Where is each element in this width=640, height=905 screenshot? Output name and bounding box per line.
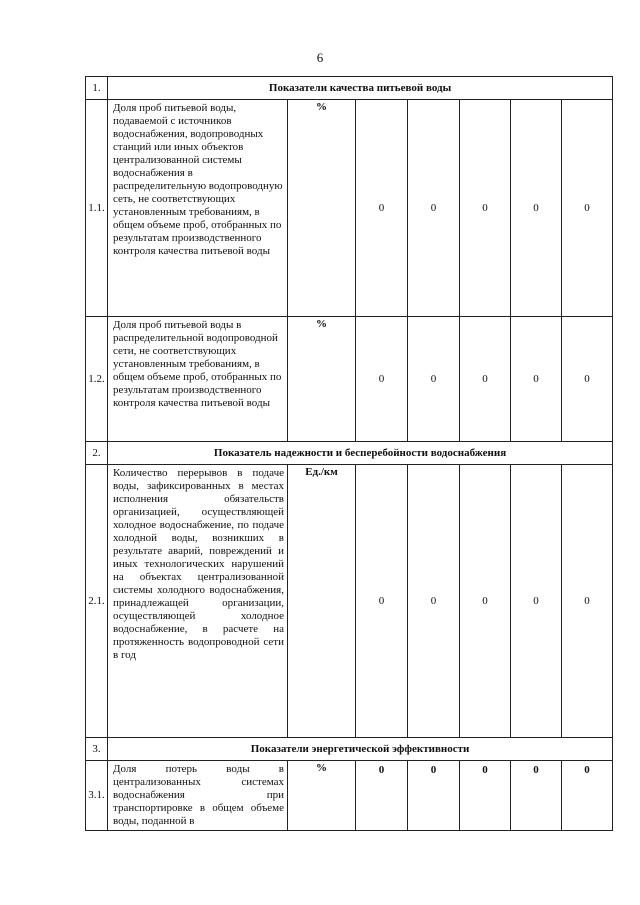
row-value: 0 xyxy=(511,761,562,831)
row-value: 0 xyxy=(460,465,511,738)
row-value: 0 xyxy=(511,100,562,317)
row-value: 0 xyxy=(460,761,511,831)
section-row xyxy=(86,738,613,761)
row-value: 0 xyxy=(562,100,613,317)
row-description: Количество перерывов в подаче воды, зафиксированных в местах исполнения обязательств организацией, осуществляющей холодное водоснабжение, по подаче холодной воды, возникших в результате аварий, повреждений и иных технологических нарушений на объектах централизованной системы холодного водоснабжения, принадлежащей организации, осуществляющей холодное водоснабжение, в расчете на протяженность водопроводной сети в год xyxy=(108,465,288,738)
row-value: 0 xyxy=(356,761,408,831)
row-number: 3.1. xyxy=(86,761,108,831)
row-unit: % xyxy=(288,100,356,317)
section-title: Показатели энергетической эффективности xyxy=(108,738,613,761)
row-value: 0 xyxy=(460,100,511,317)
row-value: 0 xyxy=(511,317,562,442)
row-value: 0 xyxy=(408,317,460,442)
row-value: 0 xyxy=(562,465,613,738)
row-value: 0 xyxy=(408,100,460,317)
section-number: 2. xyxy=(86,442,108,465)
row-value: 0 xyxy=(408,465,460,738)
row-description: Доля потерь воды в централизованных системах водоснабжения при транспортировке в общем объеме воды, поданной в xyxy=(108,761,288,831)
page-number: 6 xyxy=(316,50,324,65)
row-value: 0 xyxy=(562,317,613,442)
row-description: Доля проб питьевой воды в распределительной водопроводной сети, не соответствующих установленным требованиям, в общем объеме проб, отобранных по результатам производственного контроля качества питьевой воды xyxy=(108,317,288,442)
row-value: 0 xyxy=(408,761,460,831)
row-description: Доля проб питьевой воды, подаваемой с источников водоснабжения, водопроводных станций или иных объектов централизованной системы водоснабжения в распределительную водопроводную сеть, не соответствующих установленным требованиям, в общем объеме проб, отобранных по результатам производственного контроля качества питьевой воды xyxy=(108,100,288,317)
row-value: 0 xyxy=(460,317,511,442)
section-number: 3. xyxy=(86,738,108,761)
row-value: 0 xyxy=(356,100,408,317)
row-value: 0 xyxy=(511,465,562,738)
row-value: 0 xyxy=(356,465,408,738)
row-number: 1.2. xyxy=(86,317,108,442)
indicator-row xyxy=(86,761,613,831)
row-number: 1.1. xyxy=(86,100,108,317)
indicator-row xyxy=(86,465,613,738)
indicator-row xyxy=(86,100,613,317)
indicator-row xyxy=(86,317,613,442)
section-title: Показатель надежности и бесперебойности водоснабжения xyxy=(108,442,613,465)
section-row xyxy=(86,77,613,100)
row-value: 0 xyxy=(356,317,408,442)
row-unit: % xyxy=(288,317,356,442)
row-unit: % xyxy=(288,761,356,831)
row-unit: Ед./км xyxy=(288,465,356,738)
section-row xyxy=(86,442,613,465)
section-title: Показатели качества питьевой воды xyxy=(108,77,613,100)
section-number: 1. xyxy=(86,77,108,100)
row-value: 0 xyxy=(562,761,613,831)
indicators-table xyxy=(85,76,613,831)
row-number: 2.1. xyxy=(86,465,108,738)
